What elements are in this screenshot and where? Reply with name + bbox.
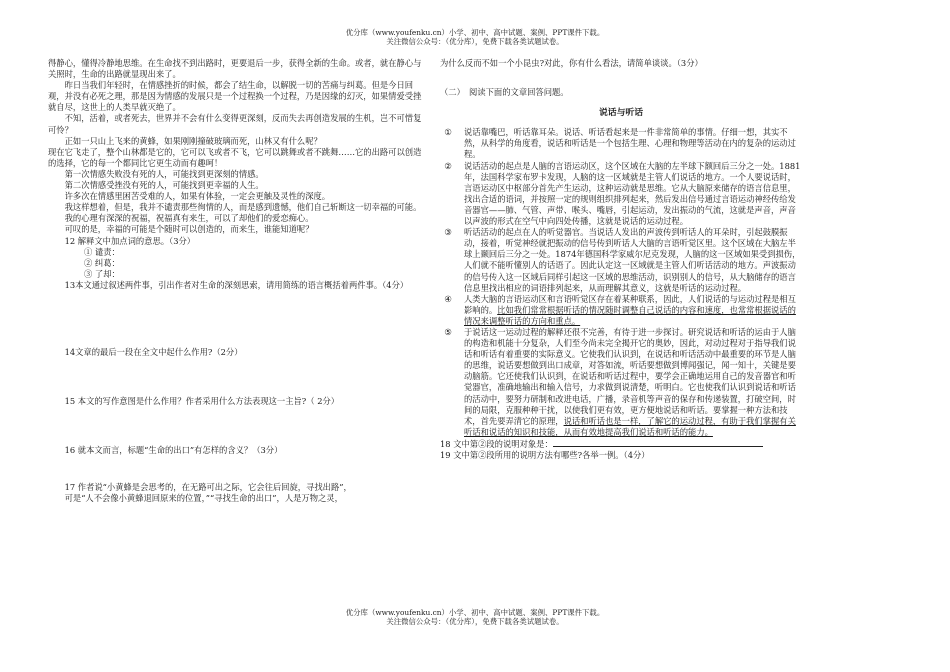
passage-paragraph: 我这样想着，但是，我并不谴责那些徇情的人，而是感到遗憾，他们自己斩断这一切幸福的可能。 [64, 202, 422, 213]
right-column [440, 58, 802, 461]
passage-paragraph: 不知，活着，或者死去，世界并不会有什么变得更深刻，反而失去再创造发展的生机，岂不可惜复可怜？ [48, 113, 422, 135]
answer-space [48, 358, 428, 396]
paragraph-number: ④ [444, 293, 452, 304]
passage-paragraph: 可叹的是，幸福的可能是个随时可以创造的，而来生，谁能知道呢？ [64, 224, 314, 235]
article-paragraph-3 [440, 227, 802, 294]
passage-paragraph: 许多次在情感里困苦受难的人，如果有体验，一定会更触及灵性的深度。 [64, 191, 331, 202]
article-paragraph-1 [440, 127, 802, 160]
paragraph-number: ⑤ [444, 326, 452, 337]
answer-space [48, 456, 428, 482]
paragraph-text: 于说话这一运动过程的解释还很不完善，有待于进一步探讨。研究说话和听话的运 [464, 326, 763, 337]
footer-line-2: 关注微信公众号：（优分库），免费下载各类试题试卷。 [386, 617, 564, 626]
paragraph-text: 人类大脑的言语运动区和言语听觉区存在着某种联系，因此，人们说话的与运动过程是相互影响的。 [464, 293, 796, 315]
paragraph-text: 听话活动的起点在人的听觉器官。当说话人发出的声波传到听话人的耳朵时，引起鼓膜振动，接着，听觉神经就把振动的信号传到听话人大脑的言语听觉区里。这个区域在大脑左半球上颞回后三分之一处。1874年德国科学家威尔尼克发现，人脑的这一区域如果受到损伤，人们就不能听懂别人的话语了。因此认定这一区域就是主管人们听话活动的地方。声波振动的信号传入这一区域后同样引起这一区域的思维活动，识别别人的信号，从大脑储存的语言信息里找出相应的词语排列起来，从而理解其意义，这就是听话的运动过程。 [464, 227, 801, 293]
paragraph-number: ② [444, 160, 452, 171]
q12-item-1: ① 谴责： [84, 246, 120, 257]
question-13: 13本文通过叙述两件事，引出作者对生命的深刻思索，请用简练的语言概括着两件事。（4分） [64, 279, 409, 290]
paragraph-number: ① [444, 127, 452, 138]
article-paragraph-2 [440, 161, 802, 228]
page-header [0, 28, 950, 46]
paragraph-number: ③ [444, 227, 452, 238]
q12-item-3: ③ 了却： [84, 268, 120, 279]
answer-space [440, 69, 802, 87]
article-paragraph-4 [440, 294, 802, 327]
question-19: 19 文中第②段所用的说明方法有哪些?各举一例。（4分） [440, 450, 650, 460]
q12-item-2: ② 纠葛： [84, 257, 120, 268]
answer-space [48, 407, 428, 445]
question-18: 18 文中第②段的说明对象是： [440, 438, 802, 450]
paragraph-text: 由于人脑的构造和机能十分复杂，人们至今尚未完全揭开它的奥妙，因此，对动过程对于指导我们说话和听话有着重要的实际意义。它使我们认识到，在说话和听话活动中最重要的环节是人脑的思维，说话要想做到出口成章，对答如流，听话要想做到博闻强记，闻一知十，关键是要动脑筋。它还使我们认识到，在说话和听话过程中，要学会正确地运用自己的发音器官和听觉器官，准确地输出和输入信号，力求做到说清楚，听明白。它也使我们认识到说话和听话的活动中，要努力研制和改进电话，广播，录音机等声音的保存和传递装置，打破空间，时间的局限，克服种种干扰，以使我们更有效，更方便地说话和听话。要掌握一种方法和技术，首先要弄清它的原理， [464, 326, 796, 426]
question-12: 12 解释文中加点词的意思。（3分） [64, 235, 196, 246]
question-16: 16 就本文而言，标题“生命的出口”有怎样的含义？（3分） [64, 445, 283, 456]
paragraph-text: 说话活动的起点是人脑的言语运动区，这个区域在大脑的左半球下额回后三分之一处。1881年，法国科学家布罗卡发现，人脑的这一区域就是主管人们说话的地方。一个人要说话时，言语运动区中枢部分首先产生运动，这种运动就是思维。它从大脑原来储存的语言信息里，找出合适的语词，并按照一定的规则组织排列起来，然后发出信号通过言语运动神经传给发音器官——肺、气管、声带、喉头、嘴唇，引起运动，发出振动的气流，这就是声音，声音以声波的形式在空气中向四处传播，这就是说话的运动过程。 [464, 160, 801, 227]
paragraph-text: 说话靠嘴巴，听话靠耳朵。说话、听话看起来是一件非常简单的事情。仔细一想，其实不然，从科学的角度看，说话和听话是一个包括生理、心理和物理等活动在内的复杂的运动过程。 [464, 127, 796, 160]
passage-paragraph: 第一次情感失败没有死的人，可能找到更深刻的情感。 [64, 168, 264, 179]
header-line-1: 优分库（www.youfenku.cn）小学、初中、高中试题、案例、PPT课件下载。 [345, 28, 605, 37]
passage-paragraph: 我的心理有深深的祝福，祝福真有来生，可以了却他们的爱恋痴心。 [64, 213, 314, 224]
footer-line-1: 优分库（www.youfenku.cn）小学、初中、高中试题、案例、PPT课件下载。 [345, 608, 605, 617]
header-line-2: 关注微信公众号：（优分库），免费下载各类试题试卷。 [386, 37, 564, 46]
passage-paragraph: 得静心，懂得冷静地思维。在生命找不到出路时，更要退后一步，获得全新的生命。或者，就在静心与关照时，生命的出路就显现出来了。 [48, 58, 422, 80]
question-17-part-2: 可是“人不会像小黄蜂退回原来的位置，”“寻找生命的出口”，人是万物之灵， [64, 493, 343, 504]
section-heading: （二） 阅读下面的文章回答问题。 [440, 87, 569, 98]
underlined-sentence: 比如我们常常根据听话的情况随时调整自己说话的内容和速度，也常常根据说话的情况来调整听话的方向和重点。 [464, 304, 796, 326]
article-title: 说话与听话 [599, 108, 643, 119]
passage-paragraph: 昨日当我们年轻时，在情感挫折的时候，都会了结生命，以解脱一切的苦痛与纠葛。但是今日回观，并没有必死之理，那是因为情感的发展只是一个过程换一个过程，乃是因缘的幻灭，如果情爱受挫就自尽，这世上的人类早就灭绝了。 [48, 80, 422, 113]
page-footer [0, 608, 950, 626]
underlined-sentence: 说话和听话也是一样，了解它的运动过程，有助于我们掌握有关听话和说话的知识和技能，从而有效地提高我们说话和听话的能力。 [464, 415, 796, 437]
passage-paragraph: 第二次情感受挫没有死的人，可能找到更幸福的人生。 [64, 180, 264, 191]
answer-blank[interactable] [553, 438, 763, 447]
article-paragraph-5 [440, 327, 802, 438]
passage-paragraph: 正如一只山上飞来的黄蜂，如果刚刚撞破玻璃而死，山林又有什么呢？ [64, 135, 322, 146]
question-14: 14文章的最后一段在全文中起什么作用?（2分） [64, 346, 243, 357]
left-column [48, 58, 428, 504]
question-17-part-3: 为什么反而不如一个小昆虫?对此，你有什么看法，请简单谈谈。（3分） [440, 58, 703, 68]
passage-paragraph: 现在它飞走了，整个山林都是它的，它可以飞或者不飞，它可以跳舞或者不跳舞……它的出路可以创造的选择，它的每一个都同比它更生动而有趣呵！ [48, 146, 422, 168]
question-15: 15 本文的写作意图是什么作用？作者采用什么方法表现这一主旨?（ 2分） [64, 396, 340, 407]
question-17-part-1: 17 作者说“小黄蜂是会思考的，在无路可出之际，它会往后回旋，寻找出路”， [64, 482, 352, 493]
answer-space [48, 291, 428, 347]
